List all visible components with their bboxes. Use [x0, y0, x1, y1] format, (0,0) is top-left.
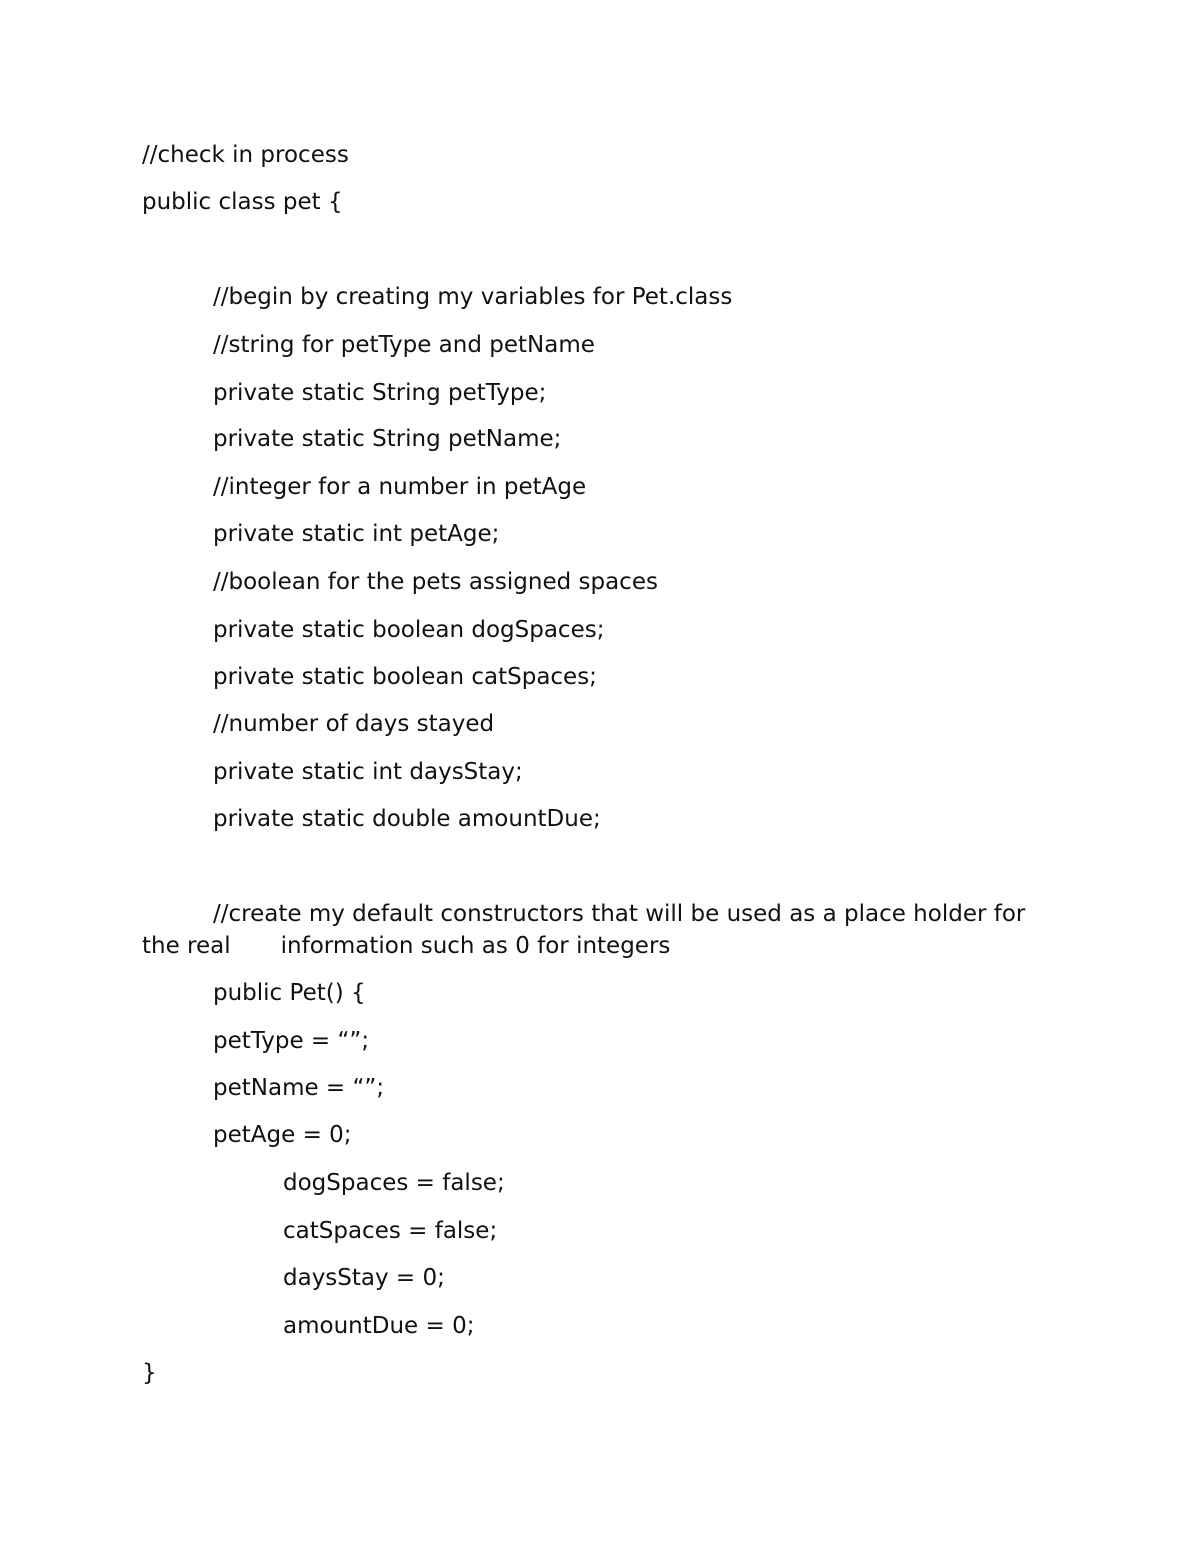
code-line-petage-assign: petAge = 0; — [213, 1122, 352, 1148]
code-line-comment-constructors: //create my default constructors that will be used as a place holder for — [213, 901, 1026, 927]
code-line-comment-check-in: //check in process — [142, 142, 349, 168]
code-line-comment-strings: //string for petType and petName — [213, 332, 595, 358]
code-line-class-declaration: public class pet { — [142, 189, 343, 215]
code-line-pettype-field: private static String petType; — [213, 380, 547, 406]
code-line-constructor-signature: public Pet() { — [213, 980, 366, 1006]
code-line-catspaces-assign: catSpaces = false; — [283, 1218, 498, 1244]
code-line-closing-brace: } — [142, 1360, 157, 1386]
code-line-petage-field: private static int petAge; — [213, 521, 500, 547]
code-line-comment-integer: //integer for a number in petAge — [213, 474, 587, 500]
code-line-amountdue-field: private static double amountDue; — [213, 806, 601, 832]
code-line-petname-field: private static String petName; — [213, 426, 562, 452]
code-line-comment-variables: //begin by creating my variables for Pet.class — [213, 284, 733, 310]
code-line-comment-constructors-wrap — [142, 932, 670, 960]
code-line-daysstay-field: private static int daysStay; — [213, 759, 523, 785]
wrap-text-the-real: the real — [142, 933, 231, 959]
code-line-comment-days: //number of days stayed — [213, 711, 495, 737]
code-line-comment-boolean: //boolean for the pets assigned spaces — [213, 569, 658, 595]
wrap-text-information: information such as 0 for integers — [280, 933, 671, 959]
code-line-amountdue-assign: amountDue = 0; — [283, 1313, 475, 1339]
code-line-dogspaces-assign: dogSpaces = false; — [283, 1170, 505, 1196]
code-line-dogspaces-field: private static boolean dogSpaces; — [213, 617, 605, 643]
code-line-daysstay-assign: daysStay = 0; — [283, 1265, 445, 1291]
code-line-petname-assign: petName = “”; — [213, 1075, 385, 1101]
code-line-catspaces-field: private static boolean catSpaces; — [213, 664, 597, 690]
code-line-pettype-assign: petType = “”; — [213, 1028, 370, 1054]
